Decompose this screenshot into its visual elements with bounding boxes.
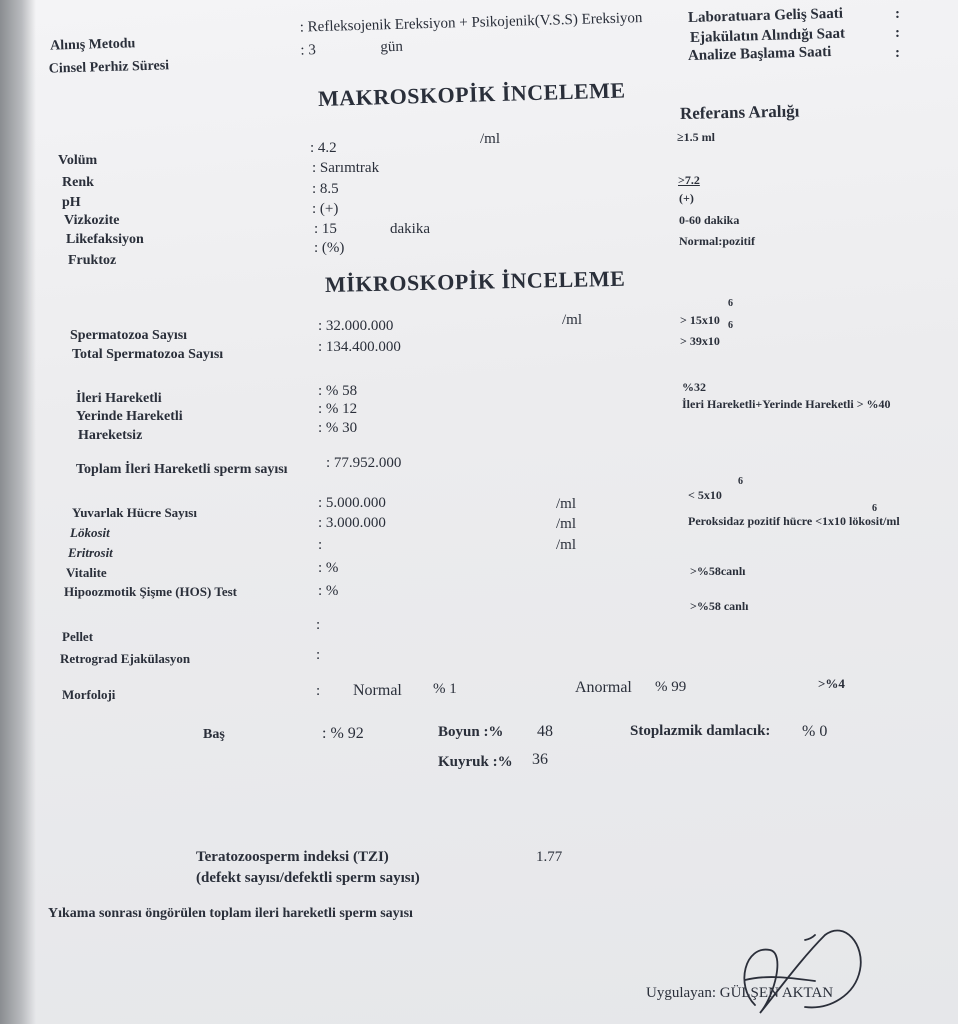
liquefaction-ref: 0-60 dakika: [679, 213, 740, 227]
fructose-value: : (%): [314, 240, 345, 256]
sperm-count-ref: > 15x10: [680, 313, 720, 327]
reference-title: Referans Aralığı: [679, 101, 800, 123]
neck-label: Boyun :%: [438, 724, 504, 740]
nonprogressive-label: Yerinde Hareketli: [76, 409, 183, 424]
abstinence-value: : 3: [300, 42, 317, 59]
hos-ref: >%58 canlı: [690, 599, 749, 613]
erythrocyte-unit: /ml: [556, 537, 577, 553]
tzi-value: 1.77: [536, 849, 563, 865]
cytoplasmic-value: % 0: [802, 723, 828, 740]
vitality-ref: >%58canlı: [690, 564, 746, 578]
total-progressive-value: : 77.952.000: [326, 455, 402, 471]
abstinence-label: Cinsel Perhiz Süresi: [48, 58, 170, 77]
round-cell-ref-exponent: 6: [738, 476, 743, 487]
round-cell-label: Yuvarlak Hücre Sayısı: [72, 505, 197, 520]
round-cell-ref: < 5x10: [688, 488, 722, 502]
round-cell-value: : 5.000.000: [318, 495, 386, 511]
progressive-label: İleri Hareketli: [76, 391, 162, 406]
total-sperm-value: : 134.400.000: [318, 339, 401, 355]
sperm-count-ref-exponent: 6: [728, 298, 733, 309]
motility-ref-1: %32: [682, 380, 706, 394]
micro-title: MİKROSKOPİK İNCELEME: [324, 265, 626, 297]
immotile-value: : % 30: [318, 420, 358, 436]
viscosity-ref: (+): [679, 191, 694, 205]
head-label: Baş: [203, 727, 225, 742]
sperm-count-label: Spermatozoa Sayısı: [70, 328, 188, 343]
leukocyte-ref-exponent: 6: [872, 503, 877, 514]
analysis-start-label: Analize Başlama Saati: [687, 44, 832, 64]
erythrocyte-value: :: [318, 537, 323, 553]
fructose-label: Fruktoz: [68, 253, 117, 268]
fructose-ref: Normal:pozitif: [679, 234, 755, 248]
vitality-label: Vitalite: [66, 565, 107, 580]
morphology-abnormal-value: % 99: [655, 679, 687, 695]
analysis-start-colon: :: [895, 45, 900, 61]
pellet-value: :: [316, 617, 321, 633]
total-sperm-label: Total Spermatozoa Sayısı: [72, 347, 224, 362]
lab-arrival-colon: :: [895, 6, 900, 22]
tzi-sublabel: (defekt sayısı/defektli sperm sayısı): [196, 870, 420, 886]
morphology-normal-value: % 1: [433, 681, 457, 697]
method-label: Alınış Metodu: [49, 36, 136, 54]
tail-value: 36: [532, 751, 548, 768]
neck-value: 48: [537, 723, 553, 740]
hos-label: Hipoozmotik Şişme (HOS) Test: [64, 584, 237, 599]
nonprogressive-value: : % 12: [318, 401, 358, 417]
motility-ref-2: İleri Hareketli+Yerinde Hareketli > %40: [682, 397, 891, 411]
head-value: : % 92: [322, 725, 364, 742]
signature-label: Uygulayan: GÜLŞEN AKTAN: [646, 985, 834, 1001]
round-cell-unit: /ml: [556, 496, 577, 512]
total-progressive-label: Toplam İleri Hareketli sperm sayısı: [76, 462, 288, 477]
viscosity-value: : (+): [312, 201, 339, 217]
hos-value: : %: [318, 583, 339, 599]
leukocyte-value: : 3.000.000: [318, 515, 386, 531]
morphology-normal-label: Normal: [353, 682, 402, 699]
tzi-label: Teratozoosperm indeksi (TZI): [196, 849, 389, 865]
liquefaction-label: Likefaksiyon: [66, 232, 144, 247]
color-value: : Sarımtrak: [312, 160, 380, 176]
method-value: : Refleksojenik Ereksiyon + Psikojenik(V.S.S) Ereksiyon: [299, 10, 643, 36]
tail-label: Kuyruk :%: [438, 754, 513, 770]
leukocyte-label: Lökosit: [70, 525, 110, 540]
cytoplasmic-label: Stoplazmik damlacık:: [630, 723, 771, 739]
volume-label: Volüm: [58, 153, 98, 168]
volume-value: : 4.2: [310, 140, 337, 156]
viscosity-label: Vizkozite: [64, 213, 120, 228]
progressive-value: : % 58: [318, 383, 358, 399]
lab-arrival-label: Laboratuara Geliş Saati: [687, 5, 844, 26]
leukocyte-unit: /ml: [556, 516, 577, 532]
ejac-time-label: Ejakülatın Alındığı Saat: [689, 25, 846, 46]
handwritten-signature: [715, 925, 875, 1020]
retrograde-label: Retrograd Ejakülasyon: [60, 651, 191, 666]
leukocyte-ref: Peroksidaz pozitif hücre <1x10 lökosit/ml: [688, 514, 900, 528]
morphology-colon: :: [316, 683, 321, 699]
erythrocyte-label: Eritrosit: [68, 545, 113, 560]
liquefaction-value: : 15: [314, 221, 337, 237]
abstinence-unit: gün: [380, 38, 404, 56]
ph-value: : 8.5: [312, 181, 339, 197]
ph-label: pH: [62, 195, 81, 210]
retrograde-value: :: [316, 647, 321, 663]
sperm-count-unit: /ml: [562, 312, 583, 328]
paper-edge-shadow: [0, 0, 36, 1024]
volume-ref: ≥1.5 ml: [677, 130, 715, 144]
washing-label: Yıkama sonrası öngörülen toplam ileri hareketli sperm sayısı: [48, 906, 413, 921]
ph-ref: >7.2: [678, 173, 700, 187]
pellet-label: Pellet: [62, 629, 94, 644]
total-ref-exponent-top: 6: [728, 320, 733, 331]
ejac-time-colon: :: [895, 25, 900, 41]
sperm-count-value: : 32.000.000: [318, 318, 394, 334]
liquefaction-unit: dakika: [390, 221, 430, 237]
morphology-label: Morfoloji: [62, 687, 116, 702]
immotile-label: Hareketsiz: [78, 428, 143, 443]
macro-title: MAKROSKOPİK İNCELEME: [317, 77, 626, 111]
morphology-abnormal-label: Anormal: [575, 679, 632, 696]
vitality-value: : %: [318, 560, 339, 576]
macro-volume-unit: /ml: [480, 131, 501, 147]
morphology-ref: >%4: [818, 676, 845, 691]
total-sperm-ref: > 39x10: [680, 334, 720, 348]
color-label: Renk: [62, 175, 94, 190]
